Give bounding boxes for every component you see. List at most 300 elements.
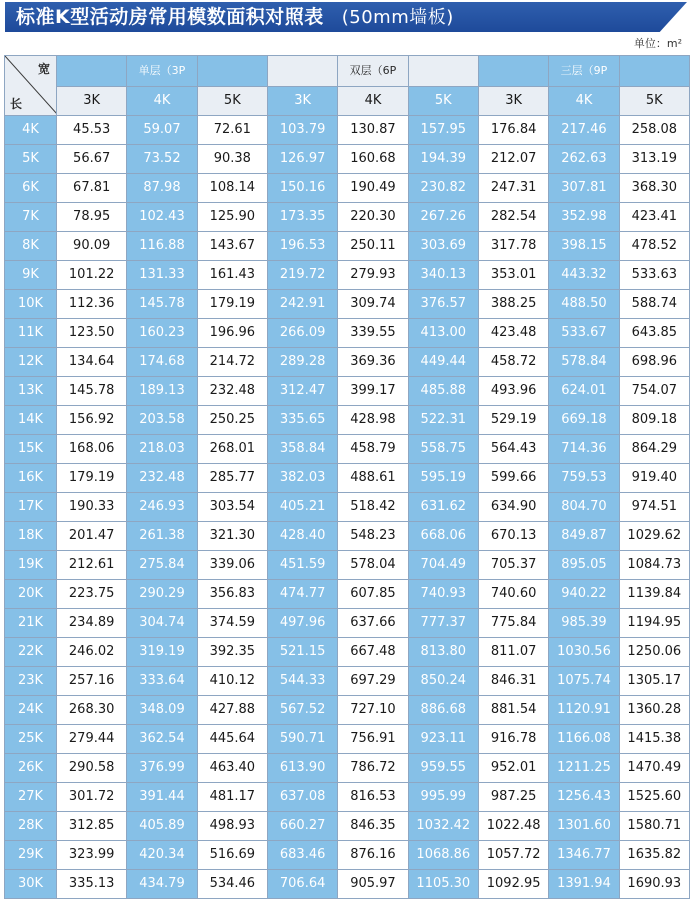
group-header-triple: 三层（9P bbox=[549, 56, 619, 87]
table-cell: 339.55 bbox=[338, 319, 408, 348]
table-cell: 173.35 bbox=[267, 203, 337, 232]
table-cell: 212.61 bbox=[57, 551, 127, 580]
table-cell: 974.51 bbox=[619, 493, 689, 522]
row-label: 24K bbox=[5, 696, 57, 725]
table-cell: 558.75 bbox=[408, 435, 478, 464]
table-cell: 232.48 bbox=[197, 377, 267, 406]
table-cell: 434.79 bbox=[127, 870, 197, 899]
table-cell: 358.84 bbox=[267, 435, 337, 464]
table-row bbox=[5, 232, 690, 261]
table-cell: 1360.28 bbox=[619, 696, 689, 725]
column-header: 4K bbox=[127, 87, 197, 116]
table-cell: 1084.73 bbox=[619, 551, 689, 580]
table-cell: 849.87 bbox=[549, 522, 619, 551]
table-row bbox=[5, 435, 690, 464]
table-cell: 410.12 bbox=[197, 667, 267, 696]
table-cell: 759.53 bbox=[549, 464, 619, 493]
column-header: 3K bbox=[478, 87, 548, 116]
title-bar bbox=[0, 0, 694, 34]
table-row bbox=[5, 261, 690, 290]
table-row bbox=[5, 522, 690, 551]
table-cell: 497.96 bbox=[267, 609, 337, 638]
table-cell: 285.77 bbox=[197, 464, 267, 493]
table-cell: 544.33 bbox=[267, 667, 337, 696]
table-cell: 201.47 bbox=[57, 522, 127, 551]
table-cell: 1211.25 bbox=[549, 754, 619, 783]
table-cell: 534.46 bbox=[197, 870, 267, 899]
table-cell: 668.06 bbox=[408, 522, 478, 551]
table-cell: 816.53 bbox=[338, 783, 408, 812]
corner-length-label: 长 bbox=[10, 97, 23, 111]
table-row bbox=[5, 609, 690, 638]
table-cell: 103.79 bbox=[267, 116, 337, 145]
table-cell: 362.54 bbox=[127, 725, 197, 754]
table-cell: 262.63 bbox=[549, 145, 619, 174]
row-label: 28K bbox=[5, 812, 57, 841]
row-label: 15K bbox=[5, 435, 57, 464]
table-cell: 1032.42 bbox=[408, 812, 478, 841]
group-header-spacer bbox=[619, 56, 689, 87]
table-cell: 754.07 bbox=[619, 377, 689, 406]
table-cell: 376.99 bbox=[127, 754, 197, 783]
table-cell: 669.18 bbox=[549, 406, 619, 435]
table-cell: 940.22 bbox=[549, 580, 619, 609]
table-cell: 160.23 bbox=[127, 319, 197, 348]
column-header: 5K bbox=[408, 87, 478, 116]
corner-width-label: 宽 bbox=[37, 62, 50, 76]
table-cell: 116.88 bbox=[127, 232, 197, 261]
table-cell: 312.47 bbox=[267, 377, 337, 406]
table-cell: 443.32 bbox=[549, 261, 619, 290]
table-cell: 474.77 bbox=[267, 580, 337, 609]
table-cell: 108.14 bbox=[197, 174, 267, 203]
table-row bbox=[5, 667, 690, 696]
table-cell: 599.66 bbox=[478, 464, 548, 493]
group-header-row bbox=[5, 56, 690, 87]
table-cell: 250.25 bbox=[197, 406, 267, 435]
table-cell: 423.48 bbox=[478, 319, 548, 348]
table-row bbox=[5, 754, 690, 783]
table-cell: 179.19 bbox=[57, 464, 127, 493]
table-cell: 176.84 bbox=[478, 116, 548, 145]
table-cell: 813.80 bbox=[408, 638, 478, 667]
row-label: 27K bbox=[5, 783, 57, 812]
table-row bbox=[5, 290, 690, 319]
table-cell: 567.52 bbox=[267, 696, 337, 725]
row-label: 13K bbox=[5, 377, 57, 406]
table-row bbox=[5, 551, 690, 580]
table-cell: 458.79 bbox=[338, 435, 408, 464]
table-cell: 319.19 bbox=[127, 638, 197, 667]
table-cell: 1120.91 bbox=[549, 696, 619, 725]
table-row bbox=[5, 116, 690, 145]
table-cell: 145.78 bbox=[127, 290, 197, 319]
row-label: 20K bbox=[5, 580, 57, 609]
table-cell: 607.85 bbox=[338, 580, 408, 609]
table-cell: 189.13 bbox=[127, 377, 197, 406]
table-cell: 1029.62 bbox=[619, 522, 689, 551]
table-cell: 232.48 bbox=[127, 464, 197, 493]
table-cell: 290.58 bbox=[57, 754, 127, 783]
table-cell: 150.16 bbox=[267, 174, 337, 203]
table-cell: 161.43 bbox=[197, 261, 267, 290]
table-cell: 340.13 bbox=[408, 261, 478, 290]
group-header-spacer bbox=[478, 56, 548, 87]
table-cell: 595.19 bbox=[408, 464, 478, 493]
table-cell: 1092.95 bbox=[478, 870, 548, 899]
table-cell: 125.90 bbox=[197, 203, 267, 232]
table-cell: 266.09 bbox=[267, 319, 337, 348]
table-cell: 290.29 bbox=[127, 580, 197, 609]
table-cell: 637.66 bbox=[338, 609, 408, 638]
table-cell: 214.72 bbox=[197, 348, 267, 377]
table-cell: 498.93 bbox=[197, 812, 267, 841]
table-cell: 660.27 bbox=[267, 812, 337, 841]
table-cell: 123.50 bbox=[57, 319, 127, 348]
table-cell: 846.35 bbox=[338, 812, 408, 841]
group-header-spacer bbox=[267, 56, 337, 87]
table-cell: 522.31 bbox=[408, 406, 478, 435]
table-cell: 405.89 bbox=[127, 812, 197, 841]
table-cell: 157.95 bbox=[408, 116, 478, 145]
table-cell: 1068.86 bbox=[408, 841, 478, 870]
table-cell: 775.84 bbox=[478, 609, 548, 638]
table-cell: 87.98 bbox=[127, 174, 197, 203]
table-cell: 399.17 bbox=[338, 377, 408, 406]
row-label: 12K bbox=[5, 348, 57, 377]
table-cell: 548.23 bbox=[338, 522, 408, 551]
table-cell: 90.09 bbox=[57, 232, 127, 261]
table-cell: 102.43 bbox=[127, 203, 197, 232]
table-cell: 886.68 bbox=[408, 696, 478, 725]
table-cell: 588.74 bbox=[619, 290, 689, 319]
group-header-spacer bbox=[57, 56, 127, 87]
table-cell: 529.19 bbox=[478, 406, 548, 435]
table-cell: 279.44 bbox=[57, 725, 127, 754]
table-cell: 804.70 bbox=[549, 493, 619, 522]
table-cell: 246.93 bbox=[127, 493, 197, 522]
table-cell: 485.88 bbox=[408, 377, 478, 406]
table-cell: 1525.60 bbox=[619, 783, 689, 812]
row-label: 18K bbox=[5, 522, 57, 551]
table-cell: 1635.82 bbox=[619, 841, 689, 870]
table-cell: 220.30 bbox=[338, 203, 408, 232]
table-cell: 995.99 bbox=[408, 783, 478, 812]
table-cell: 478.52 bbox=[619, 232, 689, 261]
table-cell: 1030.56 bbox=[549, 638, 619, 667]
table-cell: 388.25 bbox=[478, 290, 548, 319]
table-cell: 73.52 bbox=[127, 145, 197, 174]
table-cell: 493.96 bbox=[478, 377, 548, 406]
table-cell: 451.59 bbox=[267, 551, 337, 580]
table-cell: 706.64 bbox=[267, 870, 337, 899]
table-cell: 445.64 bbox=[197, 725, 267, 754]
row-label: 25K bbox=[5, 725, 57, 754]
table-cell: 876.16 bbox=[338, 841, 408, 870]
table-cell: 374.59 bbox=[197, 609, 267, 638]
table-cell: 1346.77 bbox=[549, 841, 619, 870]
table-cell: 449.44 bbox=[408, 348, 478, 377]
column-header: 4K bbox=[338, 87, 408, 116]
table-cell: 309.74 bbox=[338, 290, 408, 319]
table-cell: 356.83 bbox=[197, 580, 267, 609]
table-cell: 959.55 bbox=[408, 754, 478, 783]
table-cell: 234.89 bbox=[57, 609, 127, 638]
table-cell: 624.01 bbox=[549, 377, 619, 406]
table-cell: 190.33 bbox=[57, 493, 127, 522]
table-cell: 809.18 bbox=[619, 406, 689, 435]
table-row bbox=[5, 783, 690, 812]
table-cell: 168.06 bbox=[57, 435, 127, 464]
table-cell: 985.39 bbox=[549, 609, 619, 638]
table-cell: 905.97 bbox=[338, 870, 408, 899]
table-row bbox=[5, 638, 690, 667]
table-cell: 282.54 bbox=[478, 203, 548, 232]
table-cell: 643.85 bbox=[619, 319, 689, 348]
table-cell: 1022.48 bbox=[478, 812, 548, 841]
table-cell: 313.19 bbox=[619, 145, 689, 174]
table-cell: 268.01 bbox=[197, 435, 267, 464]
table-row bbox=[5, 174, 690, 203]
table-cell: 219.72 bbox=[267, 261, 337, 290]
table-row bbox=[5, 870, 690, 899]
table-cell: 488.50 bbox=[549, 290, 619, 319]
table-cell: 714.36 bbox=[549, 435, 619, 464]
column-header: 5K bbox=[619, 87, 689, 116]
table-cell: 230.82 bbox=[408, 174, 478, 203]
table-cell: 223.75 bbox=[57, 580, 127, 609]
table-cell: 846.31 bbox=[478, 667, 548, 696]
table-cell: 1415.38 bbox=[619, 725, 689, 754]
table-cell: 112.36 bbox=[57, 290, 127, 319]
row-label: 8K bbox=[5, 232, 57, 261]
table-cell: 301.72 bbox=[57, 783, 127, 812]
table-cell: 156.92 bbox=[57, 406, 127, 435]
column-header: 3K bbox=[57, 87, 127, 116]
table-row bbox=[5, 696, 690, 725]
column-header: 5K bbox=[197, 87, 267, 116]
table-cell: 916.78 bbox=[478, 725, 548, 754]
table-cell: 391.44 bbox=[127, 783, 197, 812]
table-cell: 667.48 bbox=[338, 638, 408, 667]
table-cell: 578.84 bbox=[549, 348, 619, 377]
table-cell: 564.43 bbox=[478, 435, 548, 464]
table-cell: 533.63 bbox=[619, 261, 689, 290]
table-cell: 323.99 bbox=[57, 841, 127, 870]
row-label: 26K bbox=[5, 754, 57, 783]
table-cell: 637.08 bbox=[267, 783, 337, 812]
table-cell: 131.33 bbox=[127, 261, 197, 290]
row-label: 19K bbox=[5, 551, 57, 580]
row-label: 23K bbox=[5, 667, 57, 696]
table-row bbox=[5, 812, 690, 841]
table-cell: 481.17 bbox=[197, 783, 267, 812]
table-row bbox=[5, 464, 690, 493]
table-cell: 1194.95 bbox=[619, 609, 689, 638]
table-cell: 101.22 bbox=[57, 261, 127, 290]
table-cell: 348.09 bbox=[127, 696, 197, 725]
table-cell: 130.87 bbox=[338, 116, 408, 145]
table-cell: 952.01 bbox=[478, 754, 548, 783]
row-label: 9K bbox=[5, 261, 57, 290]
table-row bbox=[5, 841, 690, 870]
table-cell: 405.21 bbox=[267, 493, 337, 522]
table-cell: 777.37 bbox=[408, 609, 478, 638]
table-cell: 864.29 bbox=[619, 435, 689, 464]
table-cell: 786.72 bbox=[338, 754, 408, 783]
table-cell: 196.53 bbox=[267, 232, 337, 261]
title-subtitle: (50mm墙板) bbox=[341, 7, 454, 28]
table-cell: 578.04 bbox=[338, 551, 408, 580]
title-main: 标准K型活动房常用模数面积对照表 bbox=[16, 6, 324, 28]
table-cell: 190.49 bbox=[338, 174, 408, 203]
table-cell: 242.91 bbox=[267, 290, 337, 319]
table-cell: 174.68 bbox=[127, 348, 197, 377]
table-cell: 333.64 bbox=[127, 667, 197, 696]
table-cell: 428.40 bbox=[267, 522, 337, 551]
row-label: 5K bbox=[5, 145, 57, 174]
table-cell: 303.69 bbox=[408, 232, 478, 261]
table-cell: 697.29 bbox=[338, 667, 408, 696]
table-cell: 261.38 bbox=[127, 522, 197, 551]
table-cell: 670.13 bbox=[478, 522, 548, 551]
table-cell: 987.25 bbox=[478, 783, 548, 812]
table-cell: 246.02 bbox=[57, 638, 127, 667]
table-cell: 423.41 bbox=[619, 203, 689, 232]
table-cell: 1470.49 bbox=[619, 754, 689, 783]
table-cell: 919.40 bbox=[619, 464, 689, 493]
table-cell: 1301.60 bbox=[549, 812, 619, 841]
table-cell: 1139.84 bbox=[619, 580, 689, 609]
table-row bbox=[5, 319, 690, 348]
table-cell: 217.46 bbox=[549, 116, 619, 145]
table-cell: 881.54 bbox=[478, 696, 548, 725]
table-cell: 533.67 bbox=[549, 319, 619, 348]
table-cell: 1690.93 bbox=[619, 870, 689, 899]
table-cell: 279.93 bbox=[338, 261, 408, 290]
table-cell: 895.05 bbox=[549, 551, 619, 580]
row-label: 29K bbox=[5, 841, 57, 870]
table-cell: 258.08 bbox=[619, 116, 689, 145]
table-cell: 1057.72 bbox=[478, 841, 548, 870]
table-cell: 143.67 bbox=[197, 232, 267, 261]
row-label: 7K bbox=[5, 203, 57, 232]
table-cell: 376.57 bbox=[408, 290, 478, 319]
table-cell: 516.69 bbox=[197, 841, 267, 870]
table-cell: 304.74 bbox=[127, 609, 197, 638]
table-cell: 740.93 bbox=[408, 580, 478, 609]
table-cell: 740.60 bbox=[478, 580, 548, 609]
table-cell: 90.38 bbox=[197, 145, 267, 174]
table-cell: 521.15 bbox=[267, 638, 337, 667]
row-label: 21K bbox=[5, 609, 57, 638]
group-header-spacer bbox=[408, 56, 478, 87]
table-cell: 134.64 bbox=[57, 348, 127, 377]
table-cell: 160.68 bbox=[338, 145, 408, 174]
table-row bbox=[5, 377, 690, 406]
table-cell: 257.16 bbox=[57, 667, 127, 696]
table-cell: 45.53 bbox=[57, 116, 127, 145]
table-cell: 463.40 bbox=[197, 754, 267, 783]
table-cell: 196.96 bbox=[197, 319, 267, 348]
table-cell: 267.26 bbox=[408, 203, 478, 232]
table-cell: 1580.71 bbox=[619, 812, 689, 841]
table-cell: 1250.06 bbox=[619, 638, 689, 667]
group-header-double: 双层（6P bbox=[338, 56, 408, 87]
table-cell: 705.37 bbox=[478, 551, 548, 580]
table-cell: 56.67 bbox=[57, 145, 127, 174]
page-title bbox=[16, 4, 454, 30]
table-cell: 1105.30 bbox=[408, 870, 478, 899]
row-label: 11K bbox=[5, 319, 57, 348]
table-cell: 634.90 bbox=[478, 493, 548, 522]
group-header-spacer bbox=[197, 56, 267, 87]
table-cell: 1256.43 bbox=[549, 783, 619, 812]
table-row bbox=[5, 203, 690, 232]
table-cell: 145.78 bbox=[57, 377, 127, 406]
table-cell: 59.07 bbox=[127, 116, 197, 145]
table-row bbox=[5, 145, 690, 174]
table-row bbox=[5, 580, 690, 609]
table-cell: 307.81 bbox=[549, 174, 619, 203]
table-cell: 613.90 bbox=[267, 754, 337, 783]
table-cell: 1391.94 bbox=[549, 870, 619, 899]
table-cell: 179.19 bbox=[197, 290, 267, 319]
table-cell: 756.91 bbox=[338, 725, 408, 754]
table-cell: 1166.08 bbox=[549, 725, 619, 754]
table-cell: 427.88 bbox=[197, 696, 267, 725]
table-cell: 727.10 bbox=[338, 696, 408, 725]
table-cell: 339.06 bbox=[197, 551, 267, 580]
row-label: 30K bbox=[5, 870, 57, 899]
table-cell: 352.98 bbox=[549, 203, 619, 232]
table-cell: 398.15 bbox=[549, 232, 619, 261]
table-cell: 126.97 bbox=[267, 145, 337, 174]
unit-label: 单位：m² bbox=[633, 37, 682, 50]
table-cell: 335.65 bbox=[267, 406, 337, 435]
table-cell: 321.30 bbox=[197, 522, 267, 551]
column-header: 4K bbox=[549, 87, 619, 116]
table-cell: 382.03 bbox=[267, 464, 337, 493]
area-table bbox=[4, 55, 690, 899]
table-cell: 428.98 bbox=[338, 406, 408, 435]
row-label: 4K bbox=[5, 116, 57, 145]
table-cell: 850.24 bbox=[408, 667, 478, 696]
table-cell: 392.35 bbox=[197, 638, 267, 667]
row-label: 10K bbox=[5, 290, 57, 319]
table-cell: 631.62 bbox=[408, 493, 478, 522]
row-label: 22K bbox=[5, 638, 57, 667]
table-cell: 275.84 bbox=[127, 551, 197, 580]
table-cell: 78.95 bbox=[57, 203, 127, 232]
table-cell: 683.46 bbox=[267, 841, 337, 870]
table-body bbox=[5, 116, 690, 899]
table-cell: 353.01 bbox=[478, 261, 548, 290]
row-label: 6K bbox=[5, 174, 57, 203]
table-cell: 212.07 bbox=[478, 145, 548, 174]
table-cell: 303.54 bbox=[197, 493, 267, 522]
table-cell: 369.36 bbox=[338, 348, 408, 377]
table-cell: 518.42 bbox=[338, 493, 408, 522]
table-cell: 420.34 bbox=[127, 841, 197, 870]
table-cell: 1305.17 bbox=[619, 667, 689, 696]
row-label: 14K bbox=[5, 406, 57, 435]
column-header: 3K bbox=[267, 87, 337, 116]
corner-cell bbox=[5, 56, 57, 116]
table-row bbox=[5, 348, 690, 377]
table-cell: 590.71 bbox=[267, 725, 337, 754]
table-cell: 247.31 bbox=[478, 174, 548, 203]
